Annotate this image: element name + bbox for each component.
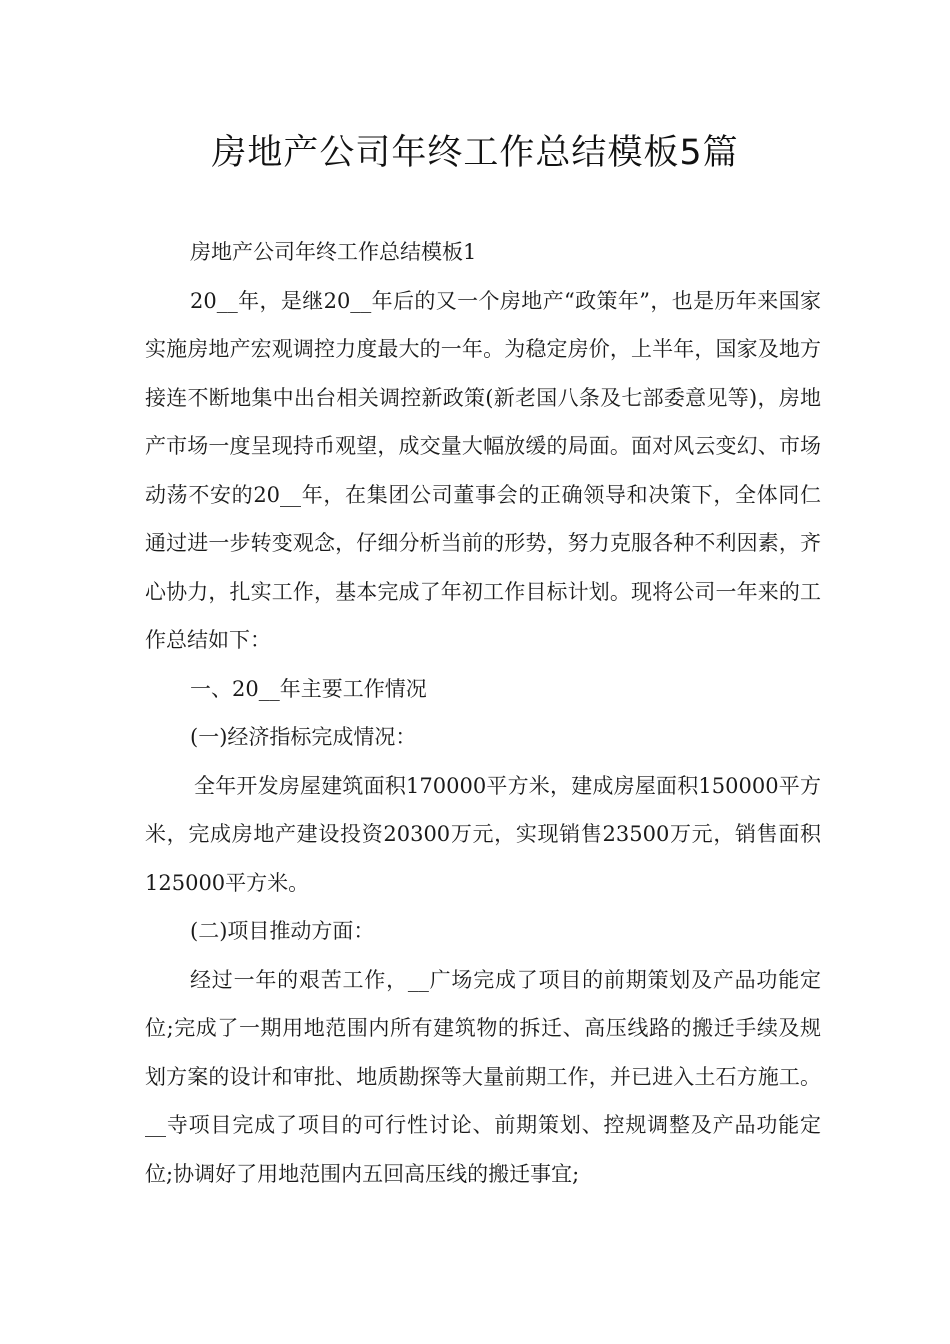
subsection-heading: (二)项目推动方面： bbox=[190, 919, 375, 943]
subsection-heading: (一)经济指标完成情况： bbox=[190, 725, 417, 749]
section-heading: 一、20__年主要工作情况 bbox=[190, 676, 427, 701]
document-body bbox=[145, 228, 821, 1198]
paragraph: 全年开发房屋建筑面积170000平方米，建成房屋面积150000平方米，完成房地产建设投资20300万元，实现销售23500万元，销售面积125000平方米。 bbox=[145, 773, 821, 895]
page-title: 房地产公司年终工作总结模板5篇 bbox=[211, 133, 739, 173]
section-heading: 房地产公司年终工作总结模板1 bbox=[190, 240, 477, 264]
paragraph: 经过一年的艰苦工作，__广场完成了项目的前期策划及产品功能定位;完成了一期用地范围内所有建筑物的拆迁、高压线路的搬迁手续及规划方案的设计和审批、地质勘探等大量前期工作，并已进入土石方施工。__寺项目完成了项目的可行性讨论、前期策划、控规调整及产品功能定位;协调好了用地范围内五回高压线的搬迁事宜; bbox=[145, 967, 821, 1186]
paragraph: 20__年，是继20__年后的又一个房地产“政策年”，也是历年来国家实施房地产宏观调控力度最大的一年。为稳定房价，上半年，国家及地方接连不断地集中出台相关调控新政策(新老国八条及七部委意见等)，房地产市场一度呈现持币观望，成交量大幅放缓的局面。面对风云变幻、市场动荡不安的20__年，在集团公司董事会的正确领导和决策下，全体同仁通过进一步转变观念，仔细分析当前的形势，努力克服各种不利因素，齐心协力，扎实工作，基本完成了年初工作目标计划。现将公司一年来的工作总结如下： bbox=[145, 288, 821, 652]
